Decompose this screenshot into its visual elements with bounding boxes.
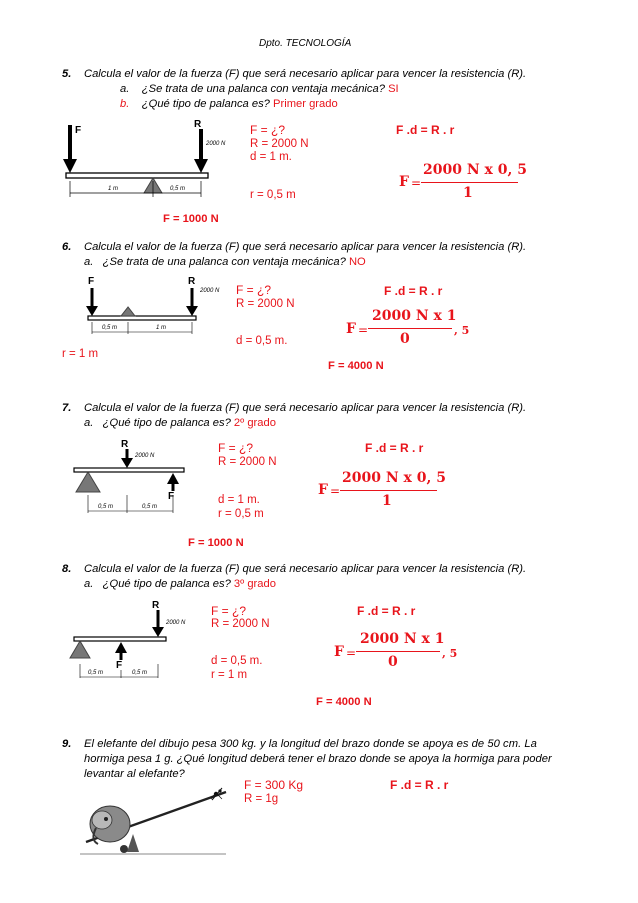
q6-sub-a bbox=[84, 256, 366, 268]
q5-formula-lhs: F bbox=[399, 174, 409, 190]
q7-fulcrum bbox=[76, 472, 100, 492]
q8-diagram-d1: 0,5 m bbox=[88, 670, 104, 676]
q9-fulcrum-base bbox=[120, 845, 128, 853]
q5-formula bbox=[395, 158, 525, 203]
q6-lever-bar bbox=[88, 316, 196, 320]
q5-law: F .d = R . r bbox=[396, 123, 455, 137]
q8-diagram-d2: 0,5 m bbox=[132, 670, 148, 676]
q8-formula-eq: = bbox=[346, 646, 357, 660]
q9-number: 9. bbox=[62, 738, 72, 750]
q7-law: F .d = R . r bbox=[365, 441, 424, 455]
q9-data-f: F = 300 Kg bbox=[244, 778, 304, 792]
q8-sub-a-text: ¿Qué tipo de palanca es? bbox=[102, 578, 231, 590]
q6-text: Calcula el valor de la fuerza (F) que será necesario aplicar para vencer la resistencia (R). bbox=[84, 241, 527, 253]
q6-formula-bar bbox=[368, 328, 452, 329]
q8-data-r: R = 2000 N bbox=[211, 618, 270, 630]
q5-text: Calcula el valor de la fuerza (F) que será necesario aplicar para vencer la resistencia (R). bbox=[84, 68, 527, 80]
q8-data-d: d = 0,5 m. bbox=[211, 655, 263, 667]
header-title: Dpto. TECNOLOGÍA bbox=[259, 38, 352, 49]
q5-formula-denominator: 1 bbox=[463, 185, 473, 201]
q8-diagram-f: F bbox=[116, 660, 123, 671]
q5-sub-b-marker: b. bbox=[120, 98, 130, 110]
q7-sub-a bbox=[84, 417, 276, 429]
q5-formula-bar bbox=[421, 182, 518, 183]
q5-diagram-f: F bbox=[75, 125, 82, 136]
q6-lever-diagram bbox=[84, 272, 234, 342]
q7-data-rr: r = 0,5 m bbox=[218, 508, 264, 520]
q5-number: 5. bbox=[62, 68, 72, 80]
q6-data-f: F = ¿? bbox=[236, 283, 272, 297]
q8-sub-a-answer: 3º grado bbox=[233, 578, 276, 590]
q5-sub-a-text: ¿Se trata de una palanca con ventaja mecánica? bbox=[141, 83, 385, 95]
q9-elephant-head bbox=[92, 811, 112, 829]
q6-diagram-r-value: 2000 N bbox=[200, 288, 220, 294]
q6-formula bbox=[342, 305, 472, 350]
q7-resistance-arrowhead bbox=[121, 458, 133, 468]
q7-result: F = 1000 N bbox=[188, 537, 244, 549]
q8-force-arrowhead bbox=[115, 642, 127, 653]
q6-sub-a-answer: NO bbox=[348, 256, 366, 268]
q5-sub-a-marker: a. bbox=[120, 83, 130, 95]
q9-line2: hormiga pesa 1 g. ¿Qué longitud deberá tener el brazo donde se apoya la hormiga para poder bbox=[84, 753, 552, 765]
q8-formula bbox=[330, 628, 460, 673]
q6-formula-eq: = bbox=[358, 323, 369, 337]
q9-ant-body bbox=[214, 792, 218, 796]
q7-force-arrowhead bbox=[167, 473, 179, 484]
q8-sub-a-marker: a. bbox=[84, 578, 94, 590]
q8-fulcrum bbox=[70, 641, 90, 658]
q5-data-f: F = ¿? bbox=[250, 123, 286, 137]
q5-data-d: d = 1 m. bbox=[250, 151, 292, 163]
q5-data-r: R = 2000 N bbox=[250, 138, 309, 150]
q7-text: Calcula el valor de la fuerza (F) que será necesario aplicar para vencer la resistencia (R). bbox=[84, 402, 527, 414]
q6-formula-numerator: 2000 N x 1 bbox=[372, 308, 457, 324]
q8-diagram-r-value: 2000 N bbox=[166, 620, 186, 626]
q6-data-rr: r = 1 m bbox=[62, 348, 99, 360]
q6-formula-denominator: 0 bbox=[400, 331, 410, 347]
q5-sub-a bbox=[120, 83, 399, 95]
q9-ant-leg bbox=[218, 795, 222, 799]
q5-diagram-r: R bbox=[194, 119, 202, 130]
q8-diagram-r: R bbox=[152, 600, 160, 611]
q5-data-rr: r = 0,5 m bbox=[250, 189, 296, 201]
q9-line1: El elefante del dibujo pesa 300 kg. y la longitud del brazo donde se apoya es de 50 cm. La bbox=[84, 738, 537, 750]
q7-data-r: R = 2000 N bbox=[218, 456, 277, 468]
q7-formula-numerator: 2000 N x 0, 5 bbox=[342, 470, 446, 486]
q7-formula-eq: = bbox=[330, 484, 341, 498]
q8-data-f: F = ¿? bbox=[211, 604, 247, 618]
q7-diagram-f: F bbox=[168, 491, 175, 502]
q5-sub-b bbox=[120, 98, 338, 110]
q6-data-d: d = 0,5 m. bbox=[236, 335, 288, 347]
q9-fulcrum bbox=[127, 834, 139, 852]
q5-formula-eq: = bbox=[411, 176, 422, 190]
q9-ant-head bbox=[218, 789, 221, 792]
q5-lever-diagram bbox=[60, 115, 230, 210]
q8-text: Calcula el valor de la fuerza (F) que será necesario aplicar para vencer la resistencia (R). bbox=[84, 563, 527, 575]
q8-sub-a bbox=[84, 578, 276, 590]
q7-data-d: d = 1 m. bbox=[218, 494, 260, 506]
q8-formula-denominator: 0 bbox=[388, 654, 398, 670]
q6-diagram-r: R bbox=[188, 276, 196, 287]
q7-formula-lhs: F bbox=[318, 482, 328, 498]
q5-lever-bar bbox=[66, 173, 208, 178]
q8-law: F .d = R . r bbox=[357, 604, 416, 618]
q5-sub-b-text: ¿Qué tipo de palanca es? bbox=[141, 98, 270, 110]
q7-formula-bar bbox=[340, 490, 437, 491]
q8-number: 8. bbox=[62, 563, 72, 575]
q6-law: F .d = R . r bbox=[384, 284, 443, 298]
q5-sub-b-answer: Primer grado bbox=[273, 98, 338, 110]
q6-data-r: R = 2000 N bbox=[236, 298, 295, 310]
q7-data-f: F = ¿? bbox=[218, 441, 254, 455]
q6-sub-a-marker: a. bbox=[84, 256, 94, 268]
q9-elephant-eye bbox=[104, 817, 108, 821]
q9-data-r: R = 1g bbox=[244, 793, 279, 805]
q6-resistance-arrowhead bbox=[186, 306, 198, 316]
q5-diagram-r-value: 2000 N bbox=[206, 141, 226, 147]
q8-lever-bar bbox=[74, 637, 166, 641]
q8-formula-numerator: 2000 N x 1 bbox=[360, 631, 445, 647]
q6-diagram-d1: 0,5 m bbox=[102, 325, 118, 331]
q9-law: F .d = R . r bbox=[390, 778, 449, 792]
q6-diagram-f: F bbox=[88, 276, 95, 287]
q7-lever-diagram bbox=[66, 437, 196, 519]
q5-resistance-arrowhead bbox=[194, 159, 208, 173]
q5-sub-a-answer: SI bbox=[388, 83, 399, 95]
q6-formula-tail: , 5 bbox=[454, 324, 470, 337]
q5-force-arrowhead bbox=[63, 159, 77, 173]
q7-sub-a-text: ¿Qué tipo de palanca es? bbox=[102, 417, 231, 429]
q8-data-rr: r = 1 m bbox=[211, 669, 248, 681]
q7-diagram-r: R bbox=[121, 439, 129, 450]
q7-formula bbox=[314, 466, 444, 511]
q7-sub-a-answer: 2º grado bbox=[233, 417, 276, 429]
q7-formula-denominator: 1 bbox=[382, 493, 392, 509]
q9-line3: levantar al elefante? bbox=[84, 768, 185, 780]
q8-lever-diagram bbox=[66, 598, 196, 680]
q6-sub-a-text: ¿Se trata de una palanca con ventaja mecánica? bbox=[102, 256, 346, 268]
q8-formula-bar bbox=[356, 651, 440, 652]
q6-number: 6. bbox=[62, 241, 72, 253]
q7-diagram-d1: 0,5 m bbox=[98, 504, 114, 510]
q6-result: F = 4000 N bbox=[328, 360, 384, 372]
q6-fulcrum bbox=[121, 307, 135, 316]
q5-diagram-d2: 0,5 m bbox=[170, 186, 186, 192]
q7-sub-a-marker: a. bbox=[84, 417, 94, 429]
q5-result: F = 1000 N bbox=[163, 213, 219, 225]
q7-diagram-d2: 0,5 m bbox=[142, 504, 158, 510]
q8-formula-lhs: F bbox=[334, 644, 344, 660]
q7-diagram-r-value: 2000 N bbox=[135, 453, 155, 459]
q6-diagram-d2: 1 m bbox=[156, 325, 167, 331]
q6-formula-lhs: F bbox=[346, 321, 356, 337]
q8-resistance-arrowhead bbox=[152, 627, 164, 637]
q9-elephant-lever-illustration bbox=[76, 786, 236, 858]
q5-formula-numerator: 2000 N x 0, 5 bbox=[423, 162, 527, 178]
q7-lever-bar bbox=[74, 468, 184, 472]
q7-number: 7. bbox=[62, 402, 72, 414]
q8-result: F = 4000 N bbox=[316, 696, 372, 708]
q6-force-arrowhead bbox=[86, 306, 98, 316]
q5-diagram-d1: 1 m bbox=[108, 186, 119, 192]
q8-formula-tail: , 5 bbox=[442, 647, 458, 660]
